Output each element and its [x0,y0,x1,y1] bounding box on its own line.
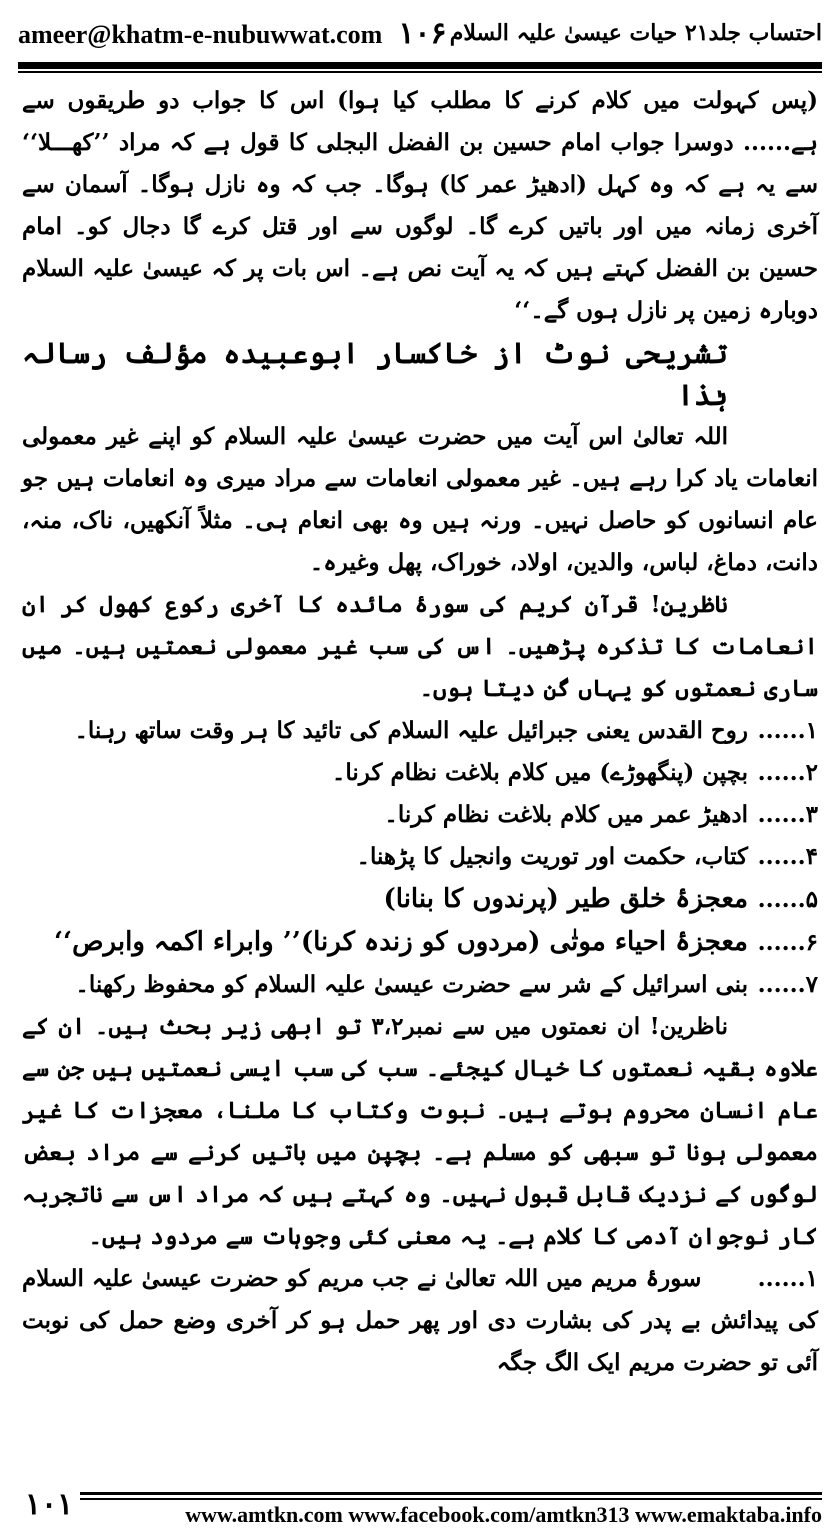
list-item [22,794,818,836]
paragraph-2: اللہ تعالیٰ اس آیت میں حضرت عیسیٰ علیہ السلام کو اپنے غیر معمولی انعامات یاد کرا رہے ہیں۔ غیر معمولی انعامات سے مراد میری وہ انعامات ہیں جو عام انسانوں کو حاصل نہیں۔ ورنہ ہیں وہ بھی انعام ہی۔ مثلاً آنکھیں، ناک، منہ، دانت، دماغ، لباس، والدین، اولاد، خوراک، پھل وغیرہ۔ [22,423,818,576]
list-item [22,921,818,964]
list-item [22,836,818,878]
footer-rule-thick [18,1492,822,1495]
list-item [22,878,818,921]
paragraph-5-text: سورۂ مریم میں اللہ تعالیٰ نے جب مریم کو حضرت عیسیٰ علیہ السلام کی پیدائش بے پدر کی بشارت دی اور پھر حمل ہو کر آخری وضع حمل کی نوبت آئی تو حضرت مریم ایک الگ جگہ [22,1265,818,1376]
header-page-number: ۱۰۶ [398,15,447,51]
footer-rule-thin [18,1498,822,1500]
list-item-text: معجزۂ احیاء موتٰی (مردوں کو زندہ کرنا)’’ وابراء اکمہ وابرص‘‘ [53,927,748,957]
paragraph-4: ناظرین! ان نعمتوں میں سے نمبر۳،۲ تو ابھی زیر بحث ہیں۔ ان کے علاوہ بقیہ نعمتوں کا خیال کیجئے۔ سب کی سب ایسی نعمتیں ہیں جن سے عام انسان محروم ہوتے ہیں۔ نبوت وکتاب کا ملنا، معجزات کا غیر معمولی ہونا تو سبھی کو مسلم ہے۔ بچپن میں باتیں کرنے سے مراد بعض لوگوں کے نزدیک قابل قبول نہیں۔ وہ کہتے ہیں کہ مراد اس سے ناتجربہ کار نوجوان آدمی کا کلام ہے۔ یہ معنی کئی وجوہات سے مردود ہیں۔ [22,1013,818,1250]
list-item-text: بچپن (پنگھوڑے) میں کلام بلاغت نظام کرنا۔ [331,759,748,786]
list-item [22,964,818,1006]
header-book-title: احتساب جلد۲۱ حیات عیسیٰ علیہ السلام [449,20,822,46]
footer-links[interactable]: www.amtkn.com www.facebook.com/amtkn313 www.emaktaba.info [185,1502,822,1527]
list-item-text: معجزۂ خلق طیر (پرندوں کا بنانا) [383,884,748,914]
paragraph-3: ناظرین! قرآن کریم کی سورۂ مائدہ کا آخری رکوع کھول کر ان انعامات کا تذکرہ پڑھیں۔ اس کی سب غیر معمولی نعمتیں ہیں۔ میں ساری نعمتوں کو یہاں گن دیتا ہوں۔ [22,591,818,702]
list-item-text: کتاب، حکمت اور توریت وانجیل کا پڑھنا۔ [356,843,748,870]
section-heading: تشریحی نوٹ از خاکسار ابوعبیدہ مؤلف رسالہ ہٰذا [22,336,728,412]
header-email[interactable]: ameer@khatm-e-nubuwwat.com [18,19,383,49]
list-item-number: ۶...... [757,929,818,956]
header-left [18,16,447,51]
list-item-text: روح القدس یعنی جبرائیل علیہ السلام کی تائید کا ہر وقت ساتھ رہنا۔ [74,717,748,744]
list-item-text: ادھیڑ عمر میں کلام بلاغت نظام کرنا۔ [384,801,748,828]
list-item-text: بنی اسرائیل کے شر سے حضرت عیسیٰ علیہ السلام کو محفوظ رکھنا۔ [75,971,748,998]
list-item-number: ۱...... [757,717,818,744]
list-item-number: ۵...... [757,886,818,913]
list-item-number: ۳...... [757,801,818,828]
list-item-number: ۲...... [757,759,818,786]
list-item [22,752,818,794]
paragraph-1: (پس کہولت میں کلام کرنے کا مطلب کیا ہوا) اس کا جواب دو طریقوں سے ہے...... دوسرا جواب امام حسین بن الفضل البجلی کا قول ہے کہ مراد ’’کھـــلا‘‘ سے یہ ہے کہ وہ کہل (ادھیڑ عمر کا) ہوگا۔ جب کہ وہ نازل ہوگا۔ آسمان سے آخری زمانہ میں اور باتیں کرے گا۔ لوگوں سے اور قتل کرے گا دجال کو۔ امام حسین بن الفضل کہتے ہیں کہ یہ آیت نص ہے۔ اس بات پر کہ عیسیٰ علیہ السلام دوبارہ زمین پر نازل ہوں گے۔‘‘ [22,87,818,324]
list-item [22,710,818,752]
page-header [18,10,822,56]
paragraph-5 [22,1258,818,1384]
footer-page-number: ۱۰۱ [18,1484,80,1524]
list-item-number: ۷...... [757,971,818,998]
page-body [22,80,818,1454]
header-rule-thick [18,62,822,69]
blessings-list [22,710,818,1006]
header-rule-thin [18,71,822,73]
list-item-number: ۴...... [757,843,818,870]
paragraph-5-number: ۱...... [757,1265,818,1292]
